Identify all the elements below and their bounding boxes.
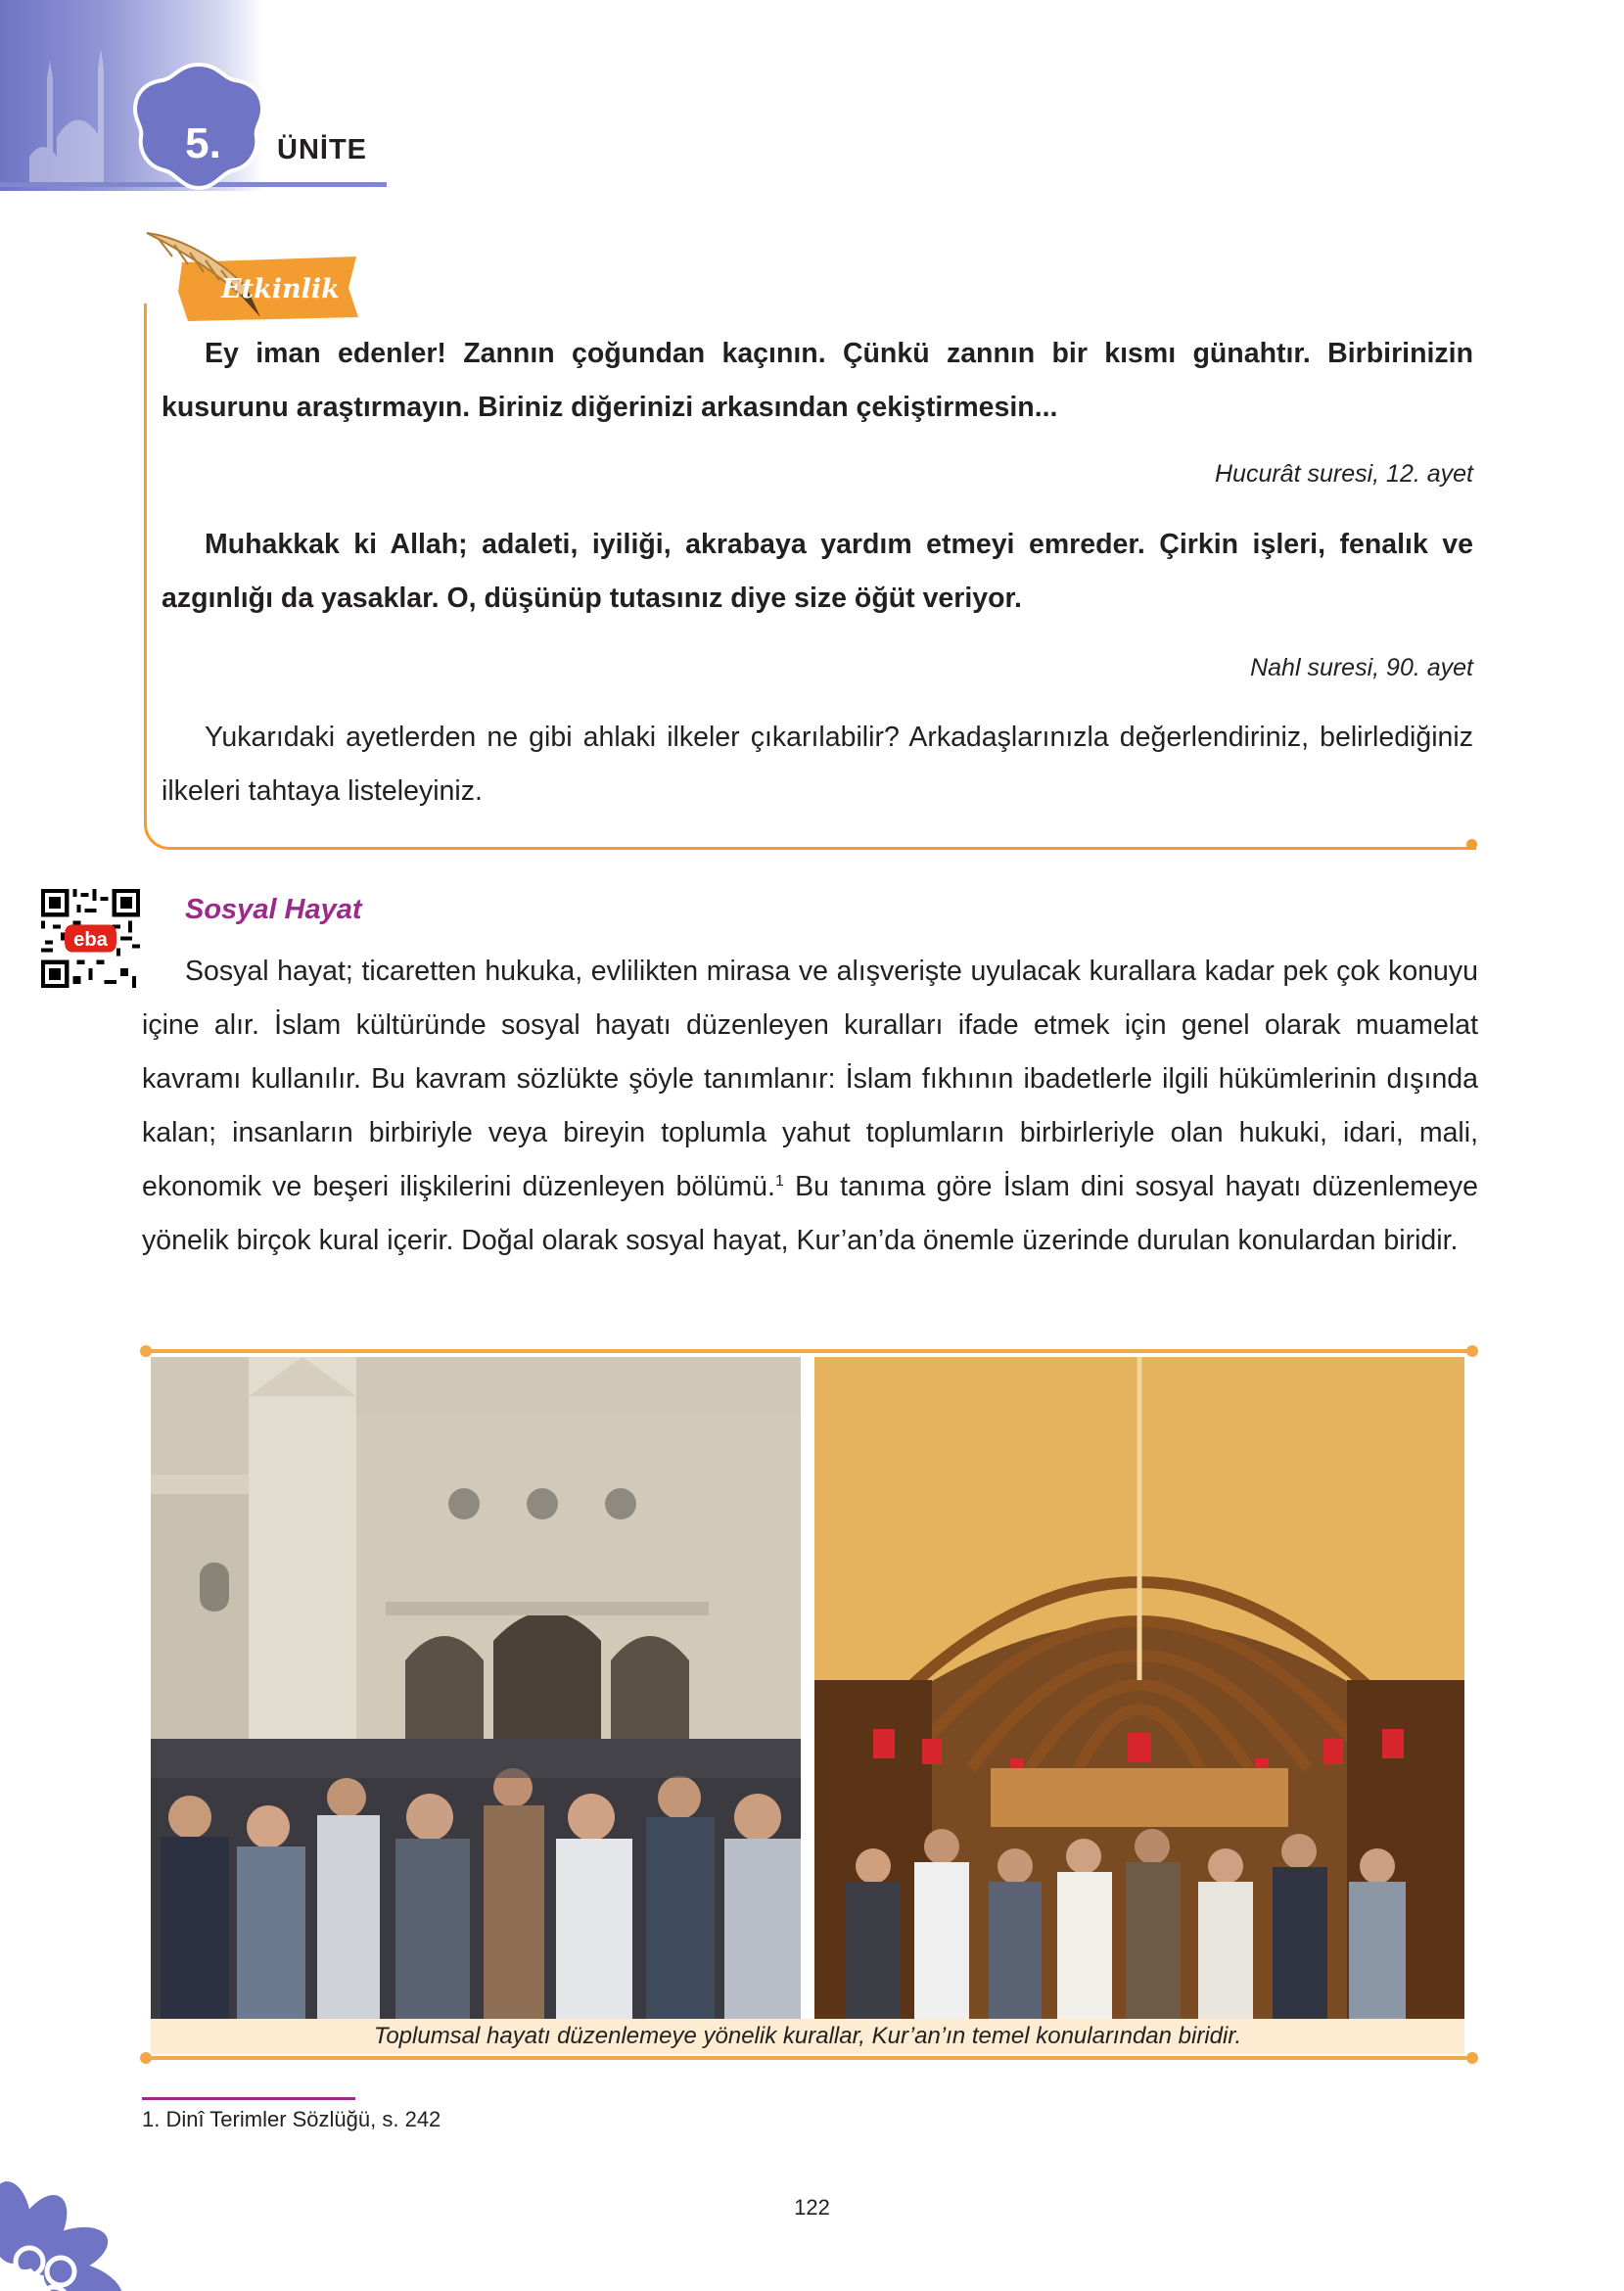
activity-tag-label: Etkinlik (221, 274, 340, 304)
photo-frame-dot (140, 2052, 152, 2064)
photo-frame-top (145, 1349, 1472, 1353)
verse-text-1: Ey iman edenler! Zannın çoğundan kaçının. Çünkü zannın bir kısmı günahtır. Birbirinizin kusurunu araştırmayın. Biriniz diğerinizi arkasından çekiştirmesin... (162, 338, 1473, 423)
section-body (142, 945, 1478, 1268)
photo-frame-dot (1466, 2052, 1478, 2064)
page-number: 122 (794, 2195, 830, 2220)
verse-source-2: Nahl suresi, 90. ayet (1250, 654, 1473, 681)
footnote-rule (142, 2097, 355, 2100)
flower-ornament-icon (0, 2115, 166, 2291)
spice-bazaar-photo (814, 1357, 1464, 2019)
photo-frame-bottom (145, 2056, 1472, 2060)
unit-label: ÜNİTE (277, 134, 367, 165)
section-title: Sosyal Hayat (185, 894, 362, 925)
section-body-part-1: Sosyal hayat; ticaretten hukuka, evlilikten mirasa ve alışverişte uyulacak kurallara kadar pek çok konuyu içine alır. İslam kültüründe sosyal hayatı düzenleyen kuralları ifade etmek için genel olarak muamelat kavramı kullanılır. Bu kavram sözlükte şöyle tanımlanır: İslam fıkhının ibadetlerle ilgili hükümlerinin dışında kalan; insanların birbiriyle veya bireyin toplumla yahut toplumların birbirleriyle olan hukuki, idari, mali, ekonomik ve beşeri ilişkilerini düzenleyen bölümü. (142, 956, 1478, 1202)
qr-code-icon[interactable] (41, 889, 140, 988)
mosque-crowd-photo (151, 1357, 801, 2019)
verse-text-2: Muhakkak ki Allah; adaleti, iyiliği, akrabaya yardım etmeyi emreder. Çirkin işleri, fenalık ve azgınlığı da yasaklar. O, düşünüp tutasınız diye size öğüt veriyor. (162, 529, 1473, 614)
footnote: 1. Dinî Terimler Sözlüğü, s. 242 (142, 2107, 441, 2131)
verse-source-1: Hucurât suresi, 12. ayet (1214, 460, 1473, 488)
activity-frame-dot (1466, 839, 1477, 850)
photo-caption: Toplumsal hayatı düzenlemeye yönelik kurallar, Kur’an’ın temel konularından biridir. (373, 2023, 1242, 2049)
photo-frame-dot (1466, 1345, 1478, 1357)
footnote-reference[interactable]: 1 (774, 1173, 784, 1190)
section-body-part-2: Bu tanıma göre İslam dini sosyal hayatı düzenlemeye yönelik birçok kural içerir. Doğal olarak sosyal hayat, Kur’an’da önemle üzerinde durulan konulardan biridir. (142, 1171, 1478, 1256)
activity-question: Yukarıdaki ayetlerden ne gibi ahlaki ilkeler çıkarılabilir? Arkadaşlarınızla değerlendiriniz, belirlediğiniz ilkeleri tahtaya listeleyiniz. (162, 722, 1473, 807)
unit-number: 5. (185, 119, 221, 167)
qr-label: eba (73, 928, 108, 951)
photo-frame-dot (140, 1345, 152, 1357)
